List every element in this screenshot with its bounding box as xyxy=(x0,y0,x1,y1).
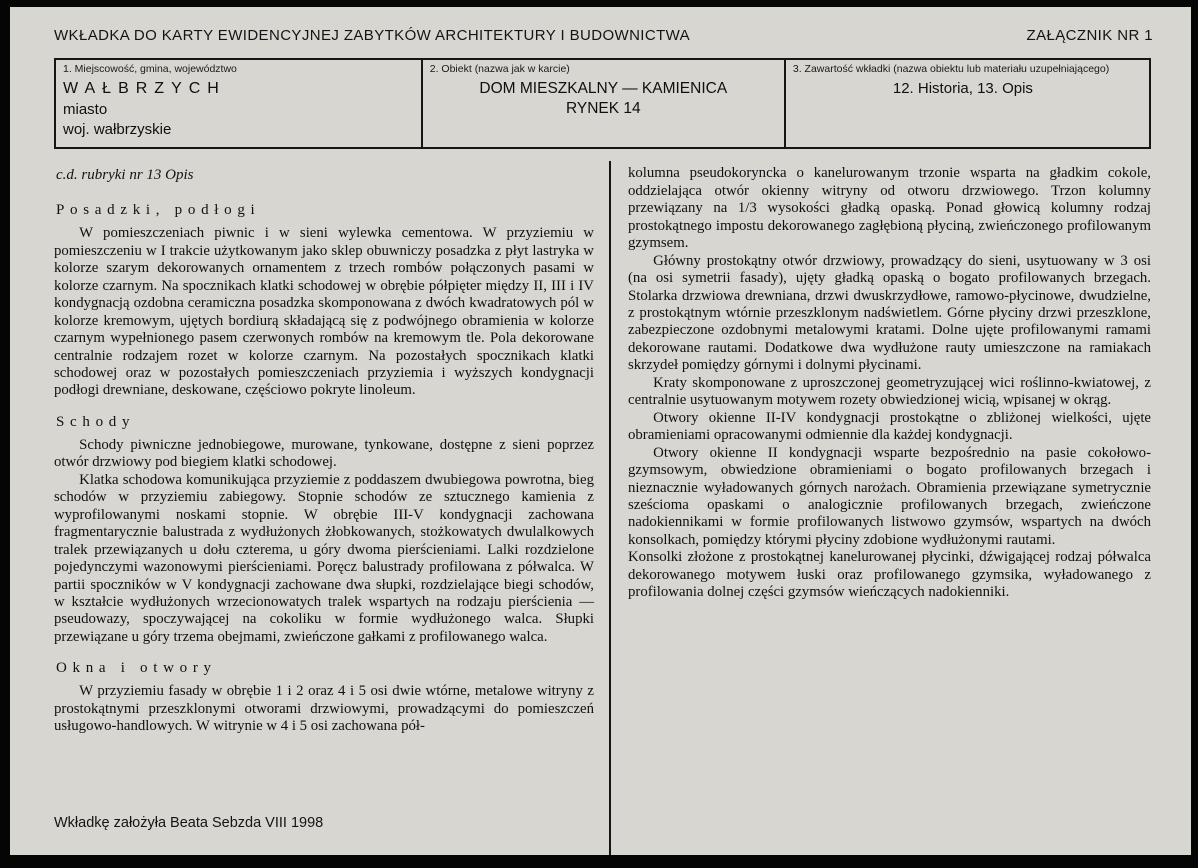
document-title: WKŁADKA DO KARTY EWIDENCYJNEJ ZABYTKÓW ARCHITEKTURY I BUDOWNICTWA xyxy=(54,27,691,44)
section-heading-okna: Okna i otwory xyxy=(56,660,217,677)
paragraph-right-3: Kraty skomponowane z uproszczonej geometryzującej wici roślinno-kwiatowej, z centralnie usytuowanym motywem rozety obwiedzionej wicią, wpisanej w okrąg. xyxy=(628,374,1151,409)
locality-name: WAŁBRZYCH xyxy=(63,79,226,97)
paragraph-right-6: Konsolki złożone z prostokątnej kanelurowanej płycinki, dźwigającej rodzaj półwalca dekorowanego motywem łuski oraz profilowanego gzymsika, wyładowanego z profilowania dolnej części gzymsów wieńczących nadokienniki. xyxy=(628,549,1151,601)
paragraph-right-4: Otwory okienne II-IV kondygnacji prostokątne o zbliżonej wielkości, ujęte obramieniami opracowanymi odmiennie dla każdej kondygnacji. xyxy=(628,409,1151,444)
contents-value: 12. Historia, 13. Opis xyxy=(892,79,1033,97)
paragraph-posadzki-1: W pomieszczeniach piwnic i w sieni wylewka cementowa. W przyziemiu w pomieszczeniu w I trakcie użytkowanym jako sklep obuwniczy posadzka z płyt lastryka w kolorze szarym dekorowanych ornamentem z trzech rombów połączonych pasami w kolorze czarnym. Na spocznikach klatki schodowej w obrębie półpięter między II, III i IV kondygnacją ozdobna ceramiczna posadzka skomponowana z dwóch kwadratowych pól w kolorze kremowym, ujętych bordiurą składającą się z podwójnego obramienia w kolorze czarnym wypełnionego pasem czerwonych rombów na kremowym tle. Pola dekorowane centralnie rodzajem rozet w kolorze czarnym. Na pozostałych spocznikach klatki schodowej oraz w pozostałych pomieszczeniach przyziemia i wyższych kondygnacji podłogi drewniane, deskowane, częściowo pokryte linoleum. xyxy=(54,225,594,399)
paragraph-right-2: Główny prostokątny otwór drzwiowy, prowadzący do sieni, usytuowany w 3 osi (na osi symetrii fasady), ujęty gładką opaską o bogato profilowanych brzegach. Stolarka drzwiowa drewniana, drzwi dwuskrzydłowe, ramowo-płycinowe, dwudzielne, z prostokątnym wtórnie przeszklonym nadświetlem. Górne płyciny drzwi przeszklone, zabezpieczone ozdobnymi metalowymi kratami. Dolne ujęte profilowanymi ramami dekorowane rautami. Dodatkowe dwa wydłużone rauty umieszczone na ramiakach skrzydeł pomiędzy górnymi i dolnymi płycinami. xyxy=(628,252,1151,374)
paragraph-okna-1: W przyziemiu fasady w obrębie 1 i 2 oraz 4 i 5 osi dwie wtórne, metalowe witryny z prostokątnymi przeszklonymi otworami drzwiowymi, prowadzącymi do pomieszczeń usługowo-handlowych. W witrynie w 4 i 5 osi zachowana pół- xyxy=(54,683,594,735)
document-body xyxy=(10,149,1191,855)
locality-caption: 1. Miejscowość, gmina, województwo xyxy=(63,63,237,75)
locality-voivodeship: woj. wałbrzyskie xyxy=(63,120,172,138)
document-header xyxy=(10,7,1191,44)
object-address: RYNEK 14 xyxy=(565,99,641,117)
paragraph-right-1: kolumna pseudokoryncka o kanelurowanym trzonie wsparta na gładkim cokole, oddzielająca otwór okienny witryny od otworu drzwiowego. Trzon kolumny przewiązany na 1/3 wysokości gładką opaską. Ponad głowicą kolumny rodzaj prostokątnego impostu dekorowanego zagłębioną płyciną, zwieńczonego profilowanym gzymsem. xyxy=(628,165,1151,252)
author-note: Wkładkę założyła Beata Sebzda VIII 1998 xyxy=(54,815,324,831)
paragraph-schody-2: Klatka schodowa komunikująca przyziemie z poddaszem dwubiegowa powrotna, bieg schodów w przyziemiu zabiegowy. Stopnie schodów ze sztucznego kamienia z wyprofilowanymi noskami stopnie. W obrębie III-V kondygnacji zachowana fragmentarycznie balustrada z wydłużonych żłobkowanych, stożkowatych dwulalkowych tralek przewiązanych u dołu czterema, u góry dwoma pierścieniami. Lalki rozdzielone pojedynczymi wazonowymi pierścieniami. Poręcz balustrady profilowana z półwalca. W partii spoczników w V kondygnacji zachowane dwa słupki, rozdzielające biegi schodów, w kształcie wydłużonych wrzecionowatych tralek wspartych na rodzaju pierścienia — pseudowazy, spoczywającej na cokoliku w formie wydłużonego walca. Słupki przewiązane u góry trzema obejmami, zwieńczone gałkami z profilowanego walca. xyxy=(54,471,594,645)
cell-locality xyxy=(56,60,423,147)
right-column xyxy=(628,161,1151,855)
left-column xyxy=(54,161,594,855)
cell-object xyxy=(423,60,786,147)
cell-contents xyxy=(786,60,1149,147)
section-heading-posadzki: Posadzki, podłogi xyxy=(56,202,261,219)
object-name: DOM MIESZKALNY — KAMIENICA xyxy=(479,79,728,97)
object-caption: 2. Obiekt (nazwa jak w karcie) xyxy=(429,63,570,75)
continuation-heading: c.d. rubryki nr 13 Opis xyxy=(56,167,194,184)
column-divider xyxy=(609,161,611,855)
locality-type: miasto xyxy=(63,101,108,119)
info-table xyxy=(54,58,1151,149)
section-heading-schody: Schody xyxy=(56,413,136,430)
paragraph-right-5: Otwory okienne II kondygnacji wsparte bezpośrednio na pasie cokołowo-gzymsowym, obwiedzione obramieniami o bogato profilowanych brzegach i nieznacznie wyładowanych górnych narożach. Obramienia przewiązane symetrycznie sześcioma opaskami o analogicznie profilowanych brzegach, zwieńczone nadokiennikami w formie profilowanych listwowo gzymsów, wspartych na dwóch konsolkach, pomiędzy którymi płyciny zdobione wydłużonymi rautami. xyxy=(628,444,1151,548)
paragraph-schody-1: Schody piwniczne jednobiegowe, murowane, tynkowane, dostępne z sieni poprzez otwór drzwiowy pod biegiem klatki schodowej. xyxy=(54,436,594,471)
annex-label: ZAŁĄCZNIK NR 1 xyxy=(1026,27,1153,44)
contents-caption: 3. Zawartość wkładki (nazwa obiektu lub materiału uzupełniającego) xyxy=(792,63,1110,75)
